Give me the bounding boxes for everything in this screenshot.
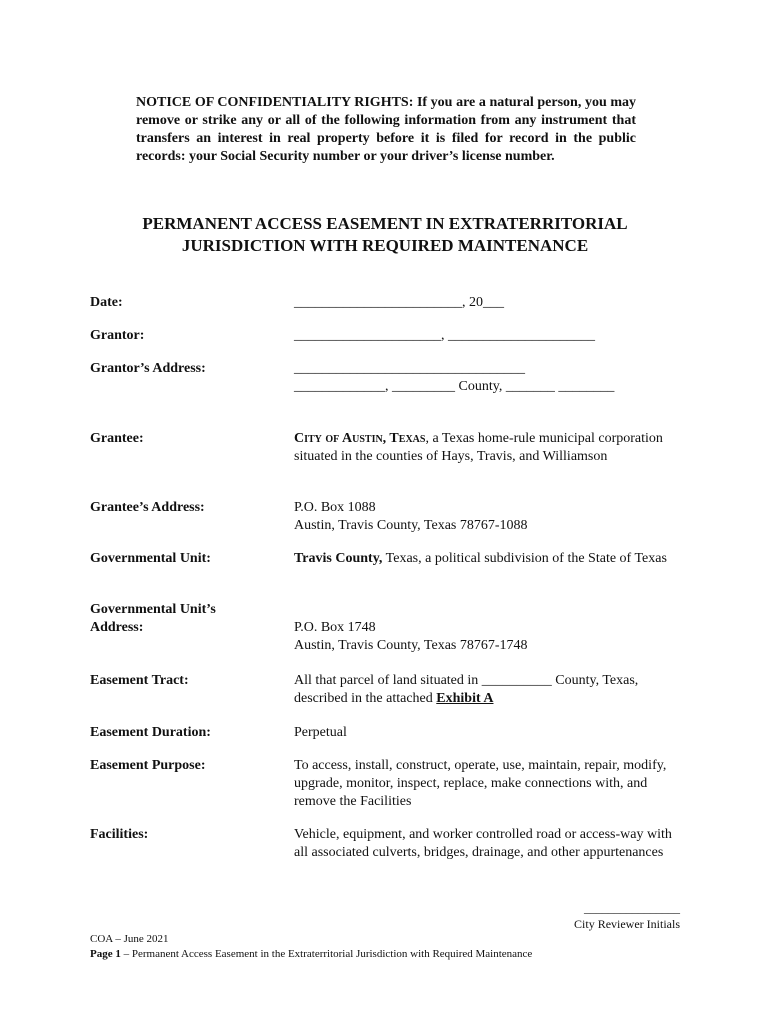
initials-line: ________________ [584,901,680,915]
grantee-value [294,430,674,466]
grantee-address-line-2: Austin, Travis County, Texas 78767-1088 [294,518,528,533]
date-value: ________________________, 20___ [294,295,504,310]
grantee-address-line-1: P.O. Box 1088 [294,500,376,515]
grantor-address-value [294,360,674,396]
grantee-description: , a Texas home-rule municipal corporation situated in the counties of Hays, Travis, and Williamson [294,431,663,464]
title-line-2: JURISDICTION WITH REQUIRED MAINTENANCE [181,236,589,255]
governmental-unit-name: Travis County, [294,551,383,566]
easement-purpose-value: To access, install, construct, operate, use, maintain, repair, modify, upgrade, monitor, inspect, replace, make connections with, and remove the Facilities [294,758,667,809]
easement-purpose-label: Easement Purpose: [90,758,206,773]
grantor-address-line-1: _________________________________ [294,361,525,376]
grantor-value: _____________________, _____________________ [294,328,595,343]
exhibit-a-reference: Exhibit A [436,691,494,706]
easement-tract-value [294,672,674,708]
grantor-address-label: Grantor’s Address: [90,361,206,376]
footer-page-number: Page 1 [90,948,121,960]
governmental-unit-address-label-line-2: Address: [90,620,144,635]
governmental-unit-address-line-2: Austin, Travis County, Texas 78767-1748 [294,638,528,653]
easement-duration-value: Perpetual [294,725,347,740]
grantor-address-line-2: _____________, _________ County, _______ ________ [294,379,615,394]
facilities-value: Vehicle, equipment, and worker controlled road or access-way with all associated culverts, bridges, drainage, and other appurtenances [294,827,672,860]
footer-page-line [90,947,690,962]
initials-label: City Reviewer Initials [574,917,680,931]
date-label: Date: [90,295,123,310]
grantee-label: Grantee: [90,431,144,446]
confidentiality-notice: NOTICE OF CONFIDENTIALITY RIGHTS: If you are a natural person, you may remove or strike any or all of the following information from any instrument that transfers an interest in real property before it is filed for record in the public records: your Social Security number or your driver’s license number. [136,95,636,164]
reviewer-initials [540,900,680,932]
footer-revision: COA – June 2021 [90,933,169,945]
easement-tract-label: Easement Tract: [90,673,189,688]
grantee-address-value [294,499,674,535]
grantee-name: City of Austin, Texas [294,431,426,446]
governmental-unit-label: Governmental Unit: [90,551,211,566]
governmental-unit-address-label [90,601,290,637]
governmental-unit-address-line-1: P.O. Box 1748 [294,620,376,635]
easement-tract-line-2-text: described in the attached [294,691,437,706]
page-footer [90,932,690,962]
easement-tract-line-2 [294,690,674,708]
grantor-label: Grantor: [90,328,145,343]
governmental-unit-address-label-line-1: Governmental Unit’s [90,602,216,617]
footer-description: – Permanent Access Easement in the Extraterritorial Jurisdiction with Required Maintenance [120,948,533,960]
governmental-unit-address-value [294,619,674,655]
document-title [90,213,680,257]
easement-tract-line-1: All that parcel of land situated in __________ County, Texas, [294,673,639,688]
governmental-unit-description: Texas, a political subdivision of the State of Texas [382,551,667,566]
title-line-1: PERMANENT ACCESS EASEMENT IN EXTRATERRITORIAL [142,214,628,233]
grantee-address-label: Grantee’s Address: [90,500,205,515]
facilities-label: Facilities: [90,827,149,842]
easement-duration-label: Easement Duration: [90,725,211,740]
governmental-unit-value [294,550,674,568]
